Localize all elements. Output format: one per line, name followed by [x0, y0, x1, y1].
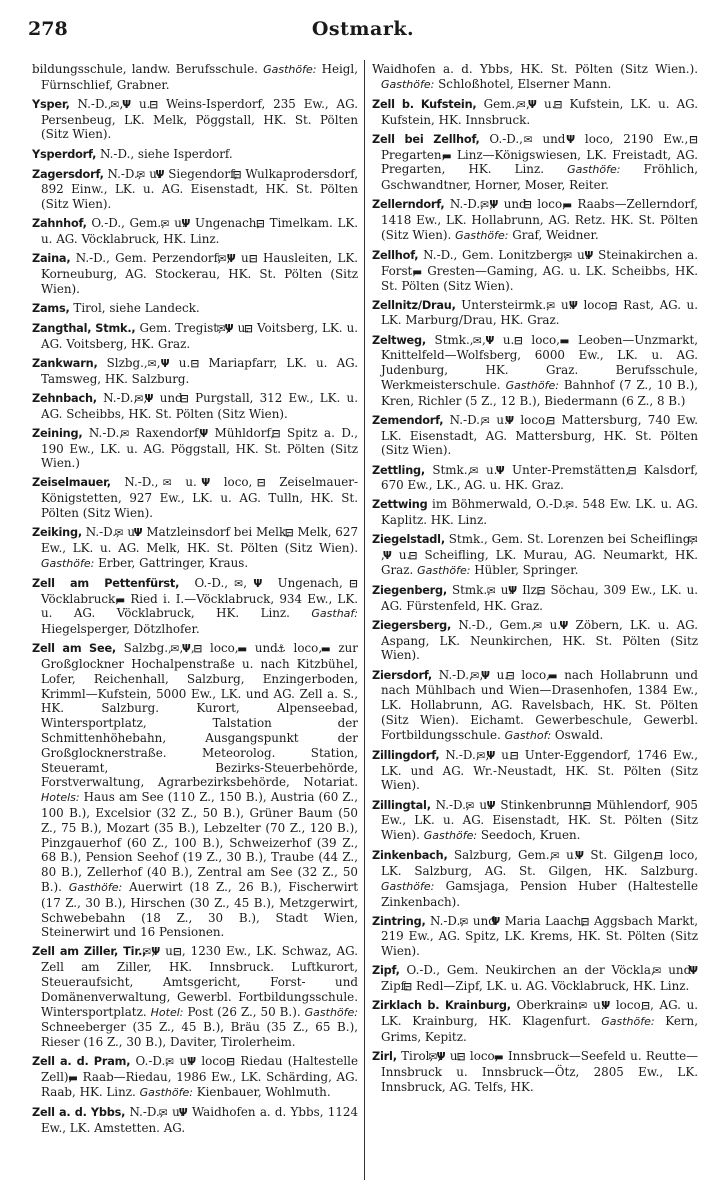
entry-text: Ungenach, [262, 575, 359, 590]
entry-text: Auerwirt (18 Z., 26 B.), Fischerwirt (17 Z., 30 B.), Hirschen (30 Z., 45 B.), Metzgerwirt, Schwebebahn (18 Z., 30 B.), Stadt Wien, Steinerwirt und 16 Pensionen. [41, 880, 358, 940]
entry-text: Vöcklabruck, [41, 591, 125, 606]
entry-text: , [226, 251, 236, 266]
entry-text: loco, [610, 998, 651, 1013]
entry-text: Raabs—Zellerndorf, 1418 Ew., LK. Hollabrunn, AG. Retz. HK. St. Pölten (Sitz Wien). [381, 197, 698, 242]
entry-text: Maria Laach, [500, 913, 590, 928]
entry-text: Rast, AG. u. LK. Marburg/Drau, HK. Graz. [381, 297, 698, 328]
entry-text: N.-D., [103, 166, 146, 181]
directory-entry [372, 463, 698, 494]
entry-text: loco, [522, 332, 569, 347]
lodging-label: Gasthof: [504, 728, 552, 742]
entry-headword: Zettwing [372, 498, 428, 512]
lodging-label: Hotels: [41, 791, 80, 805]
entry-headword: Ziegenberg, [372, 583, 448, 597]
entry-text: Scheifling, LK. Murau, AG. Neumarkt, HK. Graz. [381, 548, 698, 577]
entry-text: Bahnhof (7 Z., 10 B.), Kren, Richler (5 Z., 12 B.), Biedermann (6 Z., 8 B.) [381, 377, 698, 408]
entry-text: , [190, 641, 203, 656]
entry-headword: Zaina, [32, 252, 71, 266]
directory-entry [32, 641, 358, 940]
directory-entry [372, 62, 698, 93]
lodging-label: Hotel: [150, 1005, 184, 1019]
entry-text: N.-D., [432, 667, 480, 682]
entry-headword: Zeiselmauer, [32, 476, 111, 490]
entry-text: , [437, 1048, 446, 1063]
entry-text: loco, [532, 197, 572, 212]
entry-text: Steinakirchen a. Forst, [381, 247, 698, 278]
entry-text: Slzbg., [97, 355, 157, 370]
directory-entry [372, 248, 698, 293]
directory-entry [372, 413, 698, 458]
entry-text: zur Großglockner Hochalpenstraße u. nach Kitzbühel, Lofer, Reichenhall, Salzburg, Enzingerboden, Krimml—Kufstein, 5000 Ew., LK. und AG. Zell a. S., HK. Salzburg. Kurort, Alpenseebad, Wintersportplatz, Talstation der Schmittenhöhebahn, Ausgangspunkt der Großglocknerstraße. Meteorolog. Station, Steueramt, Bezirks-Steuerbehörde, Forstverwaltung, Agrarbezirksbehörde, Notariat. [41, 641, 358, 790]
lodging-label: Gasthöfe: [423, 829, 478, 843]
entry-text: Pregarten, [381, 147, 451, 162]
entry-text: u. [167, 1105, 188, 1120]
entry-text: , [485, 747, 496, 762]
entry-text: und [153, 390, 189, 405]
entry-text: Gresten—Gaming, AG. u. LK. Scheibbs, HK. St. Pölten (Sitz Wien). [381, 263, 698, 293]
entry-text: Kienbauer, Wohlmuth. [192, 1084, 331, 1099]
entry-headword: Ziegersberg, [372, 618, 452, 632]
entry-text: u. [587, 998, 611, 1013]
entry-text: Tirol, siehe Landeck. [69, 300, 200, 315]
entry-text: Mühldorf, [208, 425, 281, 440]
entry-text: u. [145, 166, 165, 181]
entry-text: Zeiselmauer-Königstetten, 927 Ew., LK. u. AG. Tulln, HK. St. Pölten (Sitz Wien). [41, 475, 359, 520]
entry-text: u. [474, 797, 496, 812]
entry-text: Ried i. I.—Vöcklabruck, 934 Ew., LK. u. AG. Vöcklabruck, HK. Linz. [41, 591, 358, 621]
page-number: 278 [28, 18, 68, 40]
entry-headword: Ziegelstadl, [372, 533, 445, 547]
entry-text: O.-D., Gem., [86, 216, 170, 231]
entry-text: u. [235, 251, 258, 266]
entry-text: Seedoch, Kruen. [477, 828, 581, 843]
entry-headword: Zillingtal, [372, 798, 431, 812]
directory-entry [372, 532, 698, 578]
entry-text: N.-D., [125, 1105, 168, 1120]
entry-text: u. [174, 1054, 197, 1069]
entry-text: N.-D., [430, 797, 475, 812]
entry-text: Ilz, [517, 582, 546, 597]
directory-entry [32, 251, 358, 296]
entry-headword: Zeining, [32, 426, 83, 440]
entry-text: Siegendorf, [164, 166, 242, 181]
directory-entry [32, 356, 358, 387]
entry-text: u. [478, 462, 505, 477]
entry-text: u. [495, 582, 518, 597]
entry-text: und [532, 131, 576, 146]
entry-text: Raab—Riedau, 1986 Ew., LK. Schärding, AG. Raab, HK. Linz. [41, 1070, 358, 1099]
entry-text: Zipf. [381, 979, 413, 994]
lodging-label: Gasthöfe: [455, 228, 509, 242]
directory-entry [372, 583, 698, 614]
directory-entry [372, 333, 698, 409]
directory-entry [32, 475, 358, 520]
entry-text: im Böhmerwald, O.-D., [427, 497, 575, 512]
directory-entry [372, 197, 698, 243]
entry-text: Mühlendorf, 905 Ew., LK. u. AG. Eisenstadt, HK. St. Pölten (Sitz Wien). [381, 797, 698, 843]
entry-text: u. [160, 944, 182, 959]
lodging-label: Gasthöfe: [381, 77, 435, 91]
entry-text: loco, LK. Salzburg, AG. St. Gilgen, HK. Salzburg. [381, 848, 699, 878]
entry-text: Heigl, Fürnschlief, Grabner. [41, 62, 359, 92]
entry-text: N.-D., [82, 425, 130, 440]
entry-text: , [381, 548, 392, 563]
entry-text: loco, [210, 475, 266, 490]
entry-text: O.-D., [179, 575, 244, 590]
entry-text: loco, [514, 667, 557, 682]
entry-text: loco, [577, 297, 618, 312]
entry-text: Hiegelsperger, Dötzlhofer. [41, 622, 200, 637]
directory-entry [32, 391, 358, 422]
entry-text: Graf, Weidner. [508, 227, 599, 242]
column-divider [364, 60, 365, 1180]
directory-entry [32, 321, 358, 352]
entry-text: u. [171, 475, 211, 490]
directory-entry [372, 848, 698, 909]
entry-text: loco, 2190 Ew., [575, 131, 698, 146]
entry-text: Schneeberger (35 Z., 45 B.), Bräu (35 Z., 65 B.), Rieser (16 Z., 30 B.), Daviter, Tirolerheim. [41, 1020, 358, 1050]
entry-text: Aggsbach Markt, 219 Ew., AG. Spitz, LK. Krems, HK. St. Pölten (Sitz Wien). [381, 913, 698, 959]
entry-headword: Zell a. d. Ybbs, [32, 1106, 126, 1120]
entry-headword: Zeltweg, [372, 333, 427, 347]
entry-text: Redl—Zipf, LK. u. AG. Vöcklabruck, HK. Linz. [412, 979, 690, 994]
directory-entry [32, 1054, 358, 1100]
lodging-label: Gasthaf: [311, 607, 358, 621]
entry-text: loco, [202, 641, 247, 656]
page-header [28, 18, 698, 44]
entry-text: Salzburg, Gem., [447, 848, 560, 863]
entry-headword: Zell am See, [32, 642, 116, 656]
entry-text: und [468, 913, 501, 928]
directory-entry [372, 97, 698, 128]
entry-text: Waidhofen a. d. Ybbs, 1124 Ew., LK. Amstetten. AG. [41, 1105, 359, 1135]
entry-text: Melk, 627 Ew., LK. u. AG. Melk, HK. St. Pölten (Sitz Wien). [41, 525, 359, 555]
entry-text: N.-D., [69, 96, 120, 111]
entry-text: O.-D., [130, 1054, 175, 1069]
directory-entry [32, 147, 358, 163]
directory-entry [372, 497, 698, 528]
entry-text: N.-D., [110, 475, 172, 490]
entry-text: N.-D., [443, 412, 491, 427]
entry-text: u. [123, 525, 143, 540]
entry-text: Haus am See (110 Z., 150 B.), Austria (60 Z., 100 B.), Excelsior (32 Z., 50 B.), Grüner Baum (50 Z., 75 B.), Mozart (35 B.), Lebzelter (70 Z., 120 B.), Pinzgauerhof (60 Z., 100 B.), Schweizerhof (39 Z., 68 B.), Pension Seehof (19 Z., 30 B.), Traube (44 Z., 80 B.), Zellerhof (40 B.), Zentral am See (32 Z., 50 B.). [41, 790, 358, 894]
entry-headword: Ziersdorf, [372, 668, 433, 682]
directory-entry [372, 963, 698, 994]
entry-headword: Zellerndorf, [372, 198, 445, 212]
left-column [32, 62, 358, 1140]
directory-entry [32, 97, 358, 142]
entry-text: , [526, 96, 537, 111]
entry-headword: Zahnhof, [32, 217, 87, 231]
entry-text: u. [555, 297, 578, 312]
entry-text: u. [391, 548, 418, 563]
lodging-label: Gasthöfe: [41, 556, 95, 570]
entry-text: u. [131, 96, 159, 111]
entry-text: Untersteirmk., [455, 297, 556, 312]
entry-headword: Zipf, [372, 964, 400, 978]
entry-text: , AG. u. LK. Krainburg, HK. Klagenfurt. [381, 998, 699, 1029]
entry-headword: Zams, [32, 301, 70, 315]
entry-text: Purgstall, 312 Ew., LK. u. AG. Scheibbs, HK. St. Pölten (Sitz Wien). [41, 390, 358, 421]
entry-text: loco, [465, 1048, 503, 1063]
entry-text: , 1230 Ew., LK. Schwaz, AG. Zell am Ziller, HK. Innsbruck. Luftkurort, Steueraufsicht, Amtsgericht, Forst- und Domänenverwaltung, Gewerbl. Fortbildungsschule. Wintersportplatz. [41, 944, 359, 1019]
directory-entry [372, 668, 698, 744]
entry-text: Salzbg., [116, 641, 180, 656]
lodging-label: Gasthöfe: [417, 563, 471, 577]
entry-text: Oswald. [551, 727, 604, 742]
entry-text: bildungsschule, landw. Berufsschule. [32, 62, 264, 76]
entry-text: loco, [196, 1054, 236, 1069]
entry-text: , [489, 197, 499, 212]
entry-headword: Zirklach b. Krainburg, [372, 999, 511, 1013]
entry-text: und [247, 641, 286, 656]
entry-headword: Zeiking, [32, 526, 82, 540]
entry-text: Voitsberg, LK. u. AG. Voitsberg, HK. Graz. [41, 321, 359, 351]
directory-entry [32, 426, 358, 471]
lodging-label: Gasthöfe: [567, 163, 621, 177]
directory-entry [372, 914, 698, 959]
entry-text: Post (26 Z., 50 B.). [183, 1004, 305, 1019]
lodging-label: Gasthöfe: [139, 1085, 193, 1099]
right-column [372, 62, 698, 1099]
directory-entry [32, 576, 358, 637]
entry-text: nach Hollabrunn und nach Mühlbach und Wien—Drasenhofen, 1384 Ew., LK. Hollabrunn, AG. Ravelsbach, HK. St. Pölten (Sitz Wien). Eichamt. Gewerbeschule, Gewerbl. Fortbildungsschule. [381, 667, 699, 742]
entry-text: Fröhlich, Gschwandtner, Horner, Moser, Reiter. [381, 162, 699, 193]
entry-headword: Zemendorf, [372, 413, 444, 427]
entry-text: u. [536, 96, 563, 111]
entry-text: Raxendorf, [129, 425, 209, 440]
entry-headword: Zintring, [372, 914, 426, 928]
entry-text: Timelkam. LK. u. AG. Vöcklabruck, HK. Linz. [41, 216, 359, 247]
entry-headword: Zangthal, Stmk., [32, 322, 136, 336]
entry-headword: Zell am Pettenfürst, [32, 576, 180, 590]
directory-entry [372, 798, 698, 844]
entry-text: Hausleiten, LK. Korneuburg, AG. Stockerau, HK. St. Pölten (Sitz Wien). [41, 251, 359, 296]
entry-text: Oberkrain. [510, 998, 588, 1013]
entry-text: Stmk., [426, 332, 483, 347]
entry-text: N.-D., Gem., [451, 617, 543, 632]
entry-text: N.-D., [425, 913, 469, 928]
entry-text: , [151, 944, 161, 959]
entry-text: Innsbruck—Seefeld u. Reutte—Innsbruck u. Innsbruck—Ötz, 2805 Ew., LK. Innsbruck, AG. Telfs, HK. [381, 1048, 699, 1094]
directory-entry [32, 944, 358, 1050]
entry-text: u. [490, 412, 515, 427]
entry-text: Linz—Königswiesen, LK. Freistadt, AG. Pregarten, HK. Linz. [381, 147, 698, 177]
entry-text: loco, [514, 412, 556, 427]
entry-text: Söchau, 309 Ew., LK. u. AG. Fürstenfeld, HK. Graz. [381, 582, 699, 613]
entry-headword: Zillingdorf, [372, 748, 440, 762]
entry-text: loco, [285, 641, 330, 656]
entry-text: Stmk., [447, 582, 496, 597]
directory-entry [32, 216, 358, 247]
entry-headword: Zell am Ziller, Tir., [32, 945, 147, 959]
entry-headword: Zellhof, [372, 248, 419, 262]
entry-text: , [225, 321, 234, 336]
entry-text: Riedau (Haltestelle Zell), [41, 1054, 359, 1085]
entry-text: , [156, 355, 170, 370]
directory-entry [32, 525, 358, 571]
entry-text: Kufstein, LK. u. AG. Kufstein, HK. Innsbruck. [381, 96, 699, 127]
directory-entry [372, 618, 698, 663]
directory-entry [372, 748, 698, 793]
entry-text: , [119, 96, 132, 111]
entry-text: Zöbern, LK. u. AG. Aspang, LK. Neunkirchen, HK. St. Pölten (Sitz Wien). [381, 617, 699, 663]
entry-text: u. [233, 321, 253, 336]
entry-text: , [143, 390, 154, 405]
directory-entry [372, 1049, 698, 1094]
entry-headword: Zinkenbach, [372, 849, 448, 863]
entry-text: u. [572, 247, 594, 262]
entry-text: Gem. Tregist, [135, 321, 226, 336]
entry-text: Kalsdorf, 670 Ew., LK., AG. u. HK. Graz. [381, 462, 698, 493]
entry-headword: Zagersdorf, [32, 167, 104, 181]
entry-text: Kern, Grims, Kepitz. [381, 1014, 698, 1044]
entry-text: Schloßhotel, Elserner Mann. [434, 76, 612, 91]
entry-headword: Zirl, [372, 1049, 397, 1063]
entry-text: Hübler, Springer. [470, 562, 579, 577]
lodging-label: Gasthöfe: [68, 881, 123, 894]
entry-headword: Ysperdorf, [32, 147, 97, 161]
lodging-label: Gasthöfe: [505, 378, 559, 392]
entry-text: Unter-Eggendorf, 1746 Ew., LK. und AG. Wr.-Neustadt, HK. St. Pölten (Sitz Wien). [381, 747, 699, 793]
directory-entry [32, 167, 358, 212]
directory-entry [32, 62, 358, 93]
entry-text: Waidhofen a. d. Ybbs, HK. St. Pölten (Sitz Wien.). [372, 62, 698, 76]
entry-text: u. [542, 617, 569, 632]
directory-entry [372, 298, 698, 329]
entry-text: Weins-Isperdorf, 235 Ew., AG. Persenbeug, LK. Melk, Pöggstall, HK. St. Pölten (Sitz Wien). [41, 96, 358, 142]
entry-text: N.-D., [96, 390, 144, 405]
entry-text: N.-D., [444, 197, 490, 212]
entry-text: N.-D., Gem. Lonitzberg, [418, 247, 573, 262]
entry-headword: Zell a. d. Pram, [32, 1055, 131, 1069]
entry-text: Ungenach, [190, 216, 265, 231]
directory-entry [372, 132, 698, 193]
entry-text: Stmk., [425, 462, 479, 477]
lodging-label: Gasthöfe: [601, 1015, 655, 1029]
entry-text: N.-D., [439, 747, 486, 762]
entry-text: Matzleinsdorf bei Melk, [142, 525, 294, 540]
entry-text: St. Gilgen, [584, 848, 664, 863]
entry-text: u. [489, 667, 515, 682]
entry-headword: Ysper, [32, 97, 70, 111]
entry-text: Wulkaprodersdorf, 892 Einw., LK. u. AG. Eisenstadt, HK. St. Pölten (Sitz Wien). [41, 166, 358, 212]
entry-text: N.-D., Gem. Perzendorf, [70, 251, 227, 266]
entry-text: , [479, 667, 490, 682]
lodging-label: Gasthöfe: [304, 1005, 358, 1019]
entry-text: Mariapfarr, LK. u. AG. Tamsweg, HK. Salzburg. [41, 355, 359, 386]
entry-text: und [661, 963, 698, 978]
entry-text: Unter-Premstätten, [504, 462, 637, 477]
entry-text: N.-D., [81, 525, 124, 540]
entry-text: Tirol, [396, 1048, 438, 1063]
entry-headword: Zellnitz/Drau, [372, 298, 456, 312]
directory-entry [32, 301, 358, 317]
entry-text: Stmk., Gem. St. Lorenzen bei Scheifling, [444, 532, 698, 547]
entry-text: Stinkenbrunn, [495, 797, 592, 812]
entry-text: Gamsjaga, Pension Huber (Haltestelle Zinkenbach). [381, 878, 698, 909]
entry-text: , [179, 641, 191, 656]
entry-text: N.-D., siehe Isperdorf. [96, 146, 233, 161]
entry-text: O.-D., Gem. Neukirchen an der Vöckla, [399, 963, 662, 978]
entry-text: u. [169, 355, 200, 370]
lodging-label: Gasthöfe: [263, 63, 317, 76]
entry-text: . 548 Ew. LK. u. AG. Kaplitz. HK. Linz. [381, 497, 698, 528]
lodging-label: Gasthöfe: [381, 879, 435, 893]
directory-entry [32, 1105, 358, 1136]
entry-text: Gem., [476, 96, 527, 111]
entry-headword: Zettling, [372, 463, 426, 477]
entry-text: Mattersburg, 740 Ew. LK. Eisenstadt, AG. Mattersburg, HK. St. Pölten (Sitz Wien). [381, 412, 699, 458]
entry-text: Leoben—Unzmarkt, Knittelfeld—Wolfsberg, 6000 Ew., LK. u. AG. Judenburg, HK. Graz. Berufsschule, Werkmeisterschule. [381, 332, 698, 392]
directory-entry [372, 998, 698, 1044]
entry-text: u. [445, 1048, 466, 1063]
entry-text: und [498, 197, 532, 212]
entry-headword: Zell b. Kufstein, [372, 97, 477, 111]
entry-text: Erber, Gattringer, Kraus. [94, 555, 249, 570]
page-title: Ostmark. [311, 18, 415, 40]
entry-text: , [243, 575, 263, 590]
entry-text: Spitz a. D., 190 Ew., LK. u. AG. Pöggstall, HK. St. Pölten (Sitz Wien.) [41, 425, 358, 471]
entry-headword: Zankwarn, [32, 356, 98, 370]
entry-headword: Zell bei Zellhof, [372, 132, 480, 146]
entry-text: u. [559, 848, 584, 863]
entry-text: u. [169, 216, 191, 231]
entry-text: u. [494, 332, 523, 347]
entry-headword: Zehnbach, [32, 391, 97, 405]
entry-text: u. [495, 747, 519, 762]
entry-text: O.-D., [479, 131, 533, 146]
entry-text: , [482, 332, 495, 347]
